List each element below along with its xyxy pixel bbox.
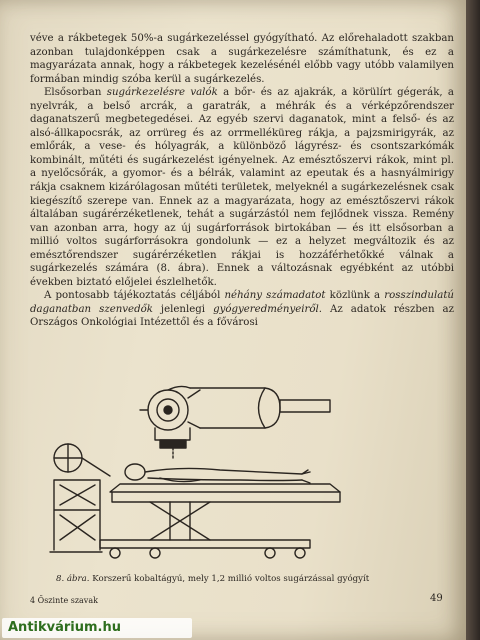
paragraph-3-mid2: jelenlegi xyxy=(152,303,214,315)
paragraph-2 xyxy=(30,86,454,289)
paragraph-3 xyxy=(30,289,454,330)
paragraph-2-rest: a bőr- és az ajakrák, a körülírt gégerák, a nyelvrák, a belső arcrák, a garatrák, a méhrák és a vérképzőrendszer daganatszerű megbetegedései. Az egyéb szervi daganatok, mint a felső- és az alsó-állkapocsrák, az orrüreg és az orrmelléküreg rákja, a pajzsmirigyrák, az emlőrák, a vese- és hólyagrák, a különböző lágyrész- és csontszarkómák kombinált, műtéti és sugárkezelést igényelnek. Az emésztőszervi rákok, mint pl. a nyelőcsőrák, a gyomor- és a bélrák, valamint az epeutak és a hasnyálmirigy rákja csaknem kizárólagosan műtéti területek, melyeknél a sugárkezelésnek csak kiegészítő szerepe van. Ennek az a magyarázata, hogy az emésztőszervi rákok általában sugárérzéketlenek, tehát a sugárzástól nem fejlődnek vissza. Remény van azonban arra, hogy az új sugárforrások birtokában — és itt elsősorban a millió voltos sugárforrásokra gondolunk — ez a helyzet megváltozik és az emésztőrendszer sugárérzéketlen rákjai is hozzáférhetőkké válnak a sugárkezelés számára (8. ábra). Ennek a változásnak egyébként az utóbbi években biztató előjelei észlelhetők. xyxy=(30,87,454,288)
emphasis-malignant: rosszindulatú daganatban szenvedők xyxy=(30,290,454,315)
figure-caption xyxy=(56,574,436,584)
emphasis-results: gyógyeredményeiről xyxy=(213,303,319,315)
paragraph-3-start: A pontosabb tájékoztatás céljából xyxy=(44,290,225,302)
book-spine-edge xyxy=(466,0,480,640)
emphasis-radiation-suitable: sugárkezelésre valók xyxy=(106,87,218,99)
paragraph-2-start: Elsősorban xyxy=(44,87,107,99)
paragraph-1: véve a rákbetegek 50%-a sugárkezeléssel gyógyítható. Az előrehaladott szakban azonban tulajdonképpen csak a sugárkezelésre számíthatunk, és ez a magyarázata annak, hogy a rákbetegek kezelésénél előbb vagy utóbb valamilyen formában mindig szóba kerül a sugárkezelés. xyxy=(30,33,454,85)
page-number: 49 xyxy=(430,593,443,604)
paragraph-3-end: . Az adatok részben az Országos Onkológiai Intézettől és a fővárosi xyxy=(30,303,454,329)
cobalt-cannon-illustration xyxy=(40,380,370,565)
body-text xyxy=(30,32,454,330)
paragraph-3-mid1: közlünk a xyxy=(325,290,385,302)
emphasis-some-figures: néhány számadatot xyxy=(224,290,326,302)
figure-caption-text: Korszerű kobaltágyú, mely 1,2 millió voltos sugárzással gyógyít xyxy=(89,574,370,584)
signature-mark: 4 Őszinte szavak xyxy=(30,596,98,605)
figure-number: 8. ábra. xyxy=(56,574,90,584)
watermark-logo: Antikvárium.hu xyxy=(2,618,192,638)
